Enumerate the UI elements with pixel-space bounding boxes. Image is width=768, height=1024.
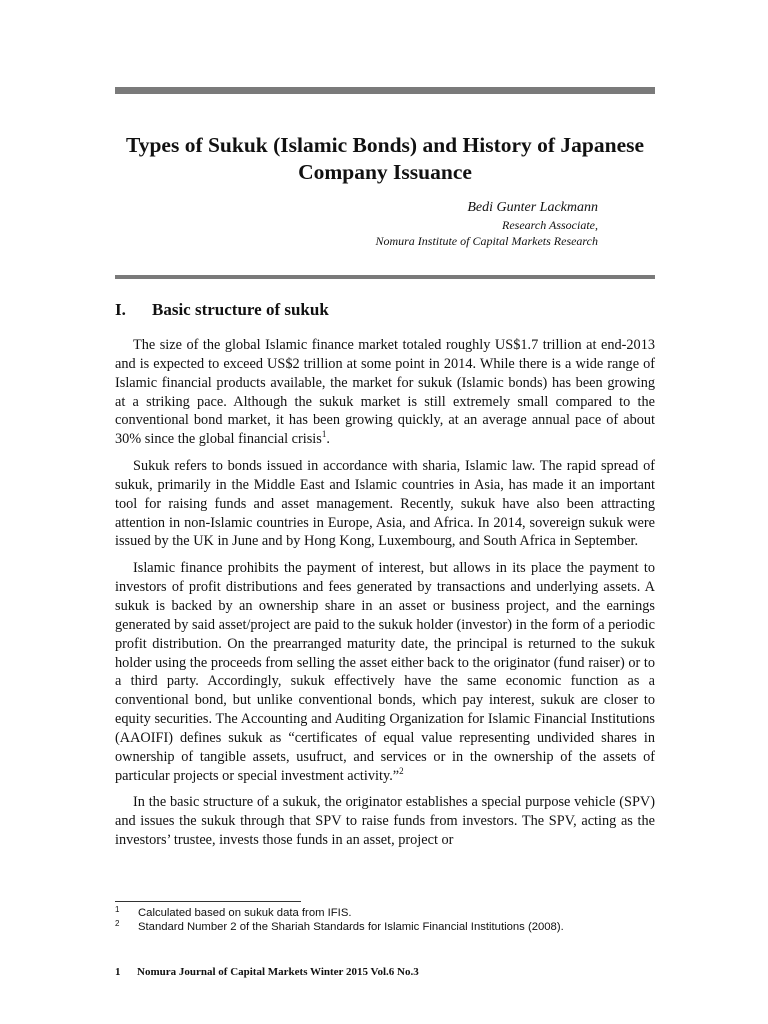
author-block — [375, 199, 598, 249]
paragraph-text: In the basic structure of a sukuk, the originator establishes a special purpose vehicle (SPV) and issues the sukuk through that SPV to raise funds from investors. The SPV, acting as the investors’ trustee, invests those funds in an asset, project or — [115, 794, 655, 849]
author-affiliation: Nomura Institute of Capital Markets Research — [375, 234, 598, 248]
page-footer — [115, 966, 419, 978]
page-number: 1 — [115, 966, 121, 978]
section-heading — [115, 300, 329, 320]
paragraph — [115, 559, 655, 785]
top-rule — [115, 87, 655, 94]
author-role: Research Associate, — [502, 218, 598, 232]
paragraph — [115, 457, 655, 551]
article-title: Types of Sukuk (Islamic Bonds) and History of Japanese Company Issuance — [125, 133, 645, 184]
footnote-mark: 1 — [115, 905, 120, 914]
paragraph-text: The size of the global Islamic finance market totaled roughly US$1.7 trillion at end-2013 and is expected to exceed US$2 trillion at some point in 2014. While there is a wide range of Islamic financial products available, the market for sukuk (Islamic bonds) has been growing at a striking pace. Although the sukuk market is still extremely small compared to the conventional bond market, it has been growing quickly, at an average annual pace of about 30% since the global financial crisis — [115, 337, 655, 448]
footnote-mark: 2 — [115, 919, 120, 928]
paragraph-text: Sukuk refers to bonds issued in accordance with sharia, Islamic law. The rapid spread of sukuk, primarily in the Middle East and Islamic countries in Asia, has made it an important tool for raising funds and asset management. Recently, sukuk have also been attracting attention in non-Islamic countries in Europe, Asia, and Africa. In 2014, sovereign sukuk were issued by the UK in June and by Hong Kong, Luxembourg, and South Africa in September. — [115, 458, 655, 550]
paragraph — [115, 793, 655, 850]
footnote — [115, 920, 655, 934]
paragraph — [115, 336, 655, 449]
section-title: Basic structure of sukuk — [152, 300, 329, 319]
footnote-ref[interactable]: 1 — [321, 429, 327, 440]
footnote-text: Calculated based on sukuk data from IFIS. — [138, 907, 352, 919]
footnote — [115, 906, 655, 920]
paragraph-text: Islamic finance prohibits the payment of interest, but allows in its place the payment to investors of profit distributions and fees generated by transactions and underlying assets. A sukuk is backed by an ownership share in an asset or business project, and the earnings generated by said asset/project are paid to the sukuk holder (investor) in the form of a periodic profit distribution. On the prearranged maturity date, the principal is returned to the sukuk holder using the proceeds from selling the asset either back to the originator (fund raiser) or to a third party. Accordingly, sukuk effectively have the same economic function as a conventional bond, but unlike conventional bonds, which pay interest, sukuk are closer to equity securities. The Accounting and Auditing Organization for Islamic Financial Institutions (AAOIFI) defines sukuk as “certificates of equal value representing undivided shares in ownership of tangible assets, usufruct, and services or in the ownership of the assets of particular projects or special investment activity.” — [115, 560, 655, 784]
footnotes — [115, 906, 655, 934]
journal-name: Nomura Journal of Capital Markets Winter 2015 Vol.6 No.3 — [137, 966, 419, 978]
article-body — [115, 336, 655, 858]
footnote-text: Standard Number 2 of the Shariah Standards for Islamic Financial Institutions (2008). — [138, 921, 564, 933]
paragraph-tail: . — [326, 431, 330, 448]
footnote-ref[interactable]: 2 — [399, 765, 404, 776]
footnote-rule — [115, 901, 301, 902]
section-number: I. — [115, 300, 126, 319]
section-rule — [115, 275, 655, 279]
author-name: Bedi Gunter Lackmann — [467, 200, 598, 215]
